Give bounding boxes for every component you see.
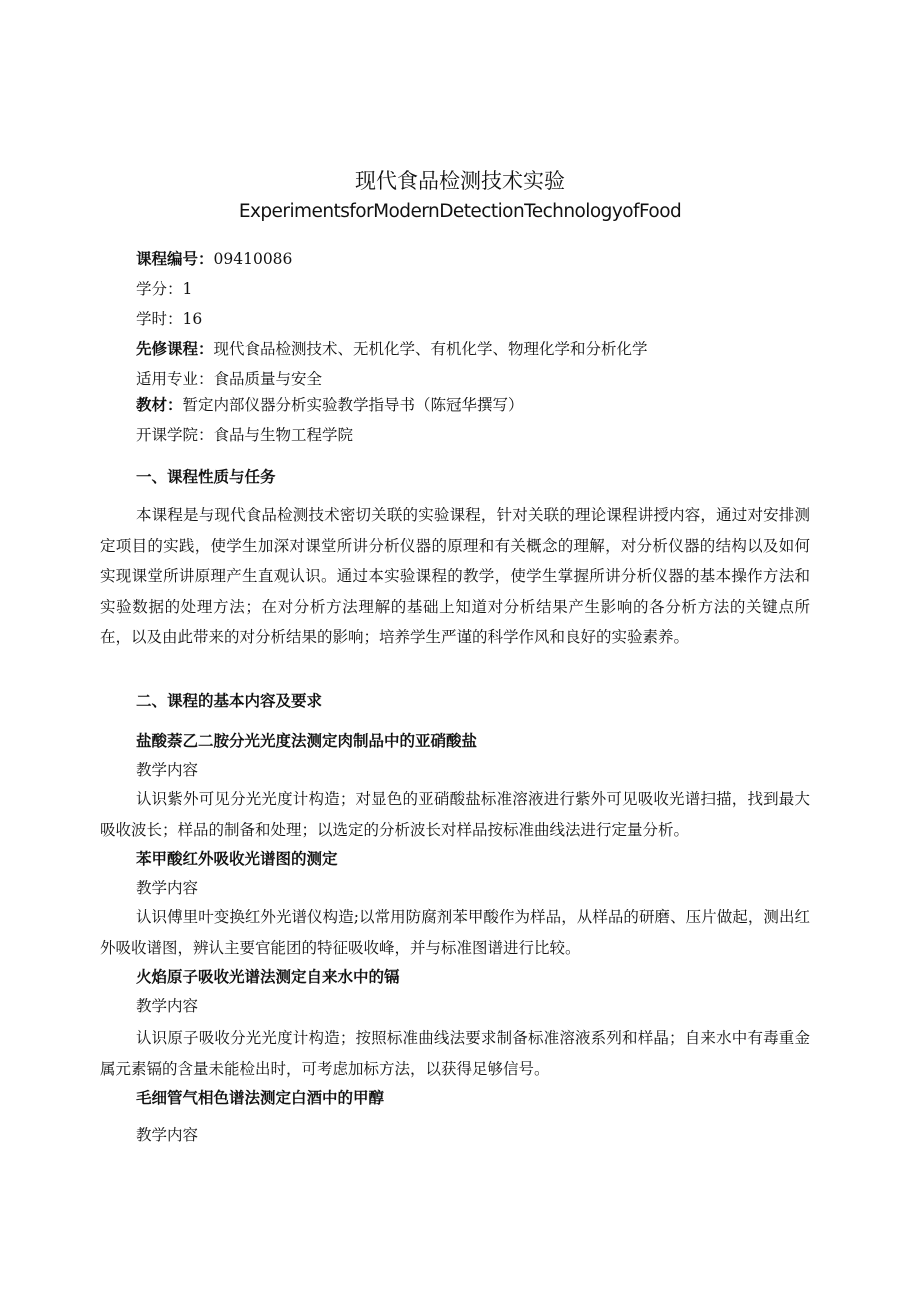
course-code-label: 课程编号： xyxy=(136,250,214,268)
experiment-4-title: 毛细管气相色谱法测定白酒中的甲醇 xyxy=(136,1089,385,1107)
section-1-body: 本课程是与现代食品检测技术密切关联的实验课程，针对关联的理论课程讲授内容，通过对安排测定项目的实践，使学生加深对课堂所讲分析仪器的原理和有关概念的理解，对分析仪器的结构以及如何实现课堂所讲原理产生直观认识。通过本实验课程的教学，使学生掌握所讲分析仪器的基本操作方法和实验数据的处理方法；在对分析方法理解的基础上知道对分析结果产生影响的各分析方法的关键点所在，以及由此带来的对分析结果的影响；培养学生严谨的科学作风和良好的实验素养。 xyxy=(100,506,810,646)
credits-line: 学分：1 xyxy=(136,280,193,298)
document-title-chinese: 现代食品检测技术实验 xyxy=(355,169,565,193)
prerequisite-value: 现代食品检测技术、无机化学、有机化学、物理化学和分析化学 xyxy=(213,340,648,358)
hours-line: 学时：16 xyxy=(136,310,203,328)
experiment-3-body: 认识原子吸收分光光度计构造；按照标准曲线法要求制备标准溶液系列和样晶；自来水中有毒重金属元素镉的含量未能检出时，可考虑加标方法，以获得足够信号。 xyxy=(100,1029,810,1078)
textbook-label: 教材： xyxy=(136,396,183,414)
experiment-2-label: 教学内容 xyxy=(136,879,199,897)
textbook-line xyxy=(136,394,524,416)
experiment-3-title: 火焰原子吸收光谱法测定自来水中的镉 xyxy=(136,968,400,986)
prerequisite-line xyxy=(136,338,648,360)
course-code-line xyxy=(136,248,292,270)
textbook-value: 暂定内部仪器分析实验教学指导书（陈冠华撰写） xyxy=(182,396,524,414)
experiment-3-label: 教学内容 xyxy=(136,997,199,1015)
section-2-heading: 二、课程的基本内容及要求 xyxy=(136,692,323,710)
college-line: 开课学院：食品与生物工程学院 xyxy=(136,426,354,444)
major-line: 适用专业：食品质量与安全 xyxy=(136,370,323,388)
experiment-2-title: 苯甲酸红外吸收光谱图的测定 xyxy=(136,850,338,868)
course-code-value: 09410086 xyxy=(213,250,293,268)
experiment-2-body: 认识傅里叶变换红外光谱仪构造;以常用防腐剂苯甲酸作为样品，从样品的研磨、压片做起，测出红外吸收谱图，辨认主要官能团的特征吸收峰，并与标准图谱进行比较。 xyxy=(100,908,810,957)
experiment-1-title: 盐酸萘乙二胺分光光度法测定肉制品中的亚硝酸盐 xyxy=(136,732,478,750)
experiment-1-label: 教学内容 xyxy=(136,761,199,779)
section-1-heading: 一、课程性质与任务 xyxy=(136,468,276,486)
document-title-english: ExperimentsforModernDetectionTechnologyofFood xyxy=(238,201,682,222)
experiment-4-label: 教学内容 xyxy=(136,1126,199,1144)
prerequisite-label: 先修课程： xyxy=(136,340,214,358)
experiment-1-body: 认识紫外可见分光光度计构造；对显色的亚硝酸盐标准溶液进行紫外可见吸收光谱扫描，找到最大吸收波长；样品的制备和处理；以选定的分析波长对样品按标准曲线法进行定量分析。 xyxy=(100,790,810,839)
